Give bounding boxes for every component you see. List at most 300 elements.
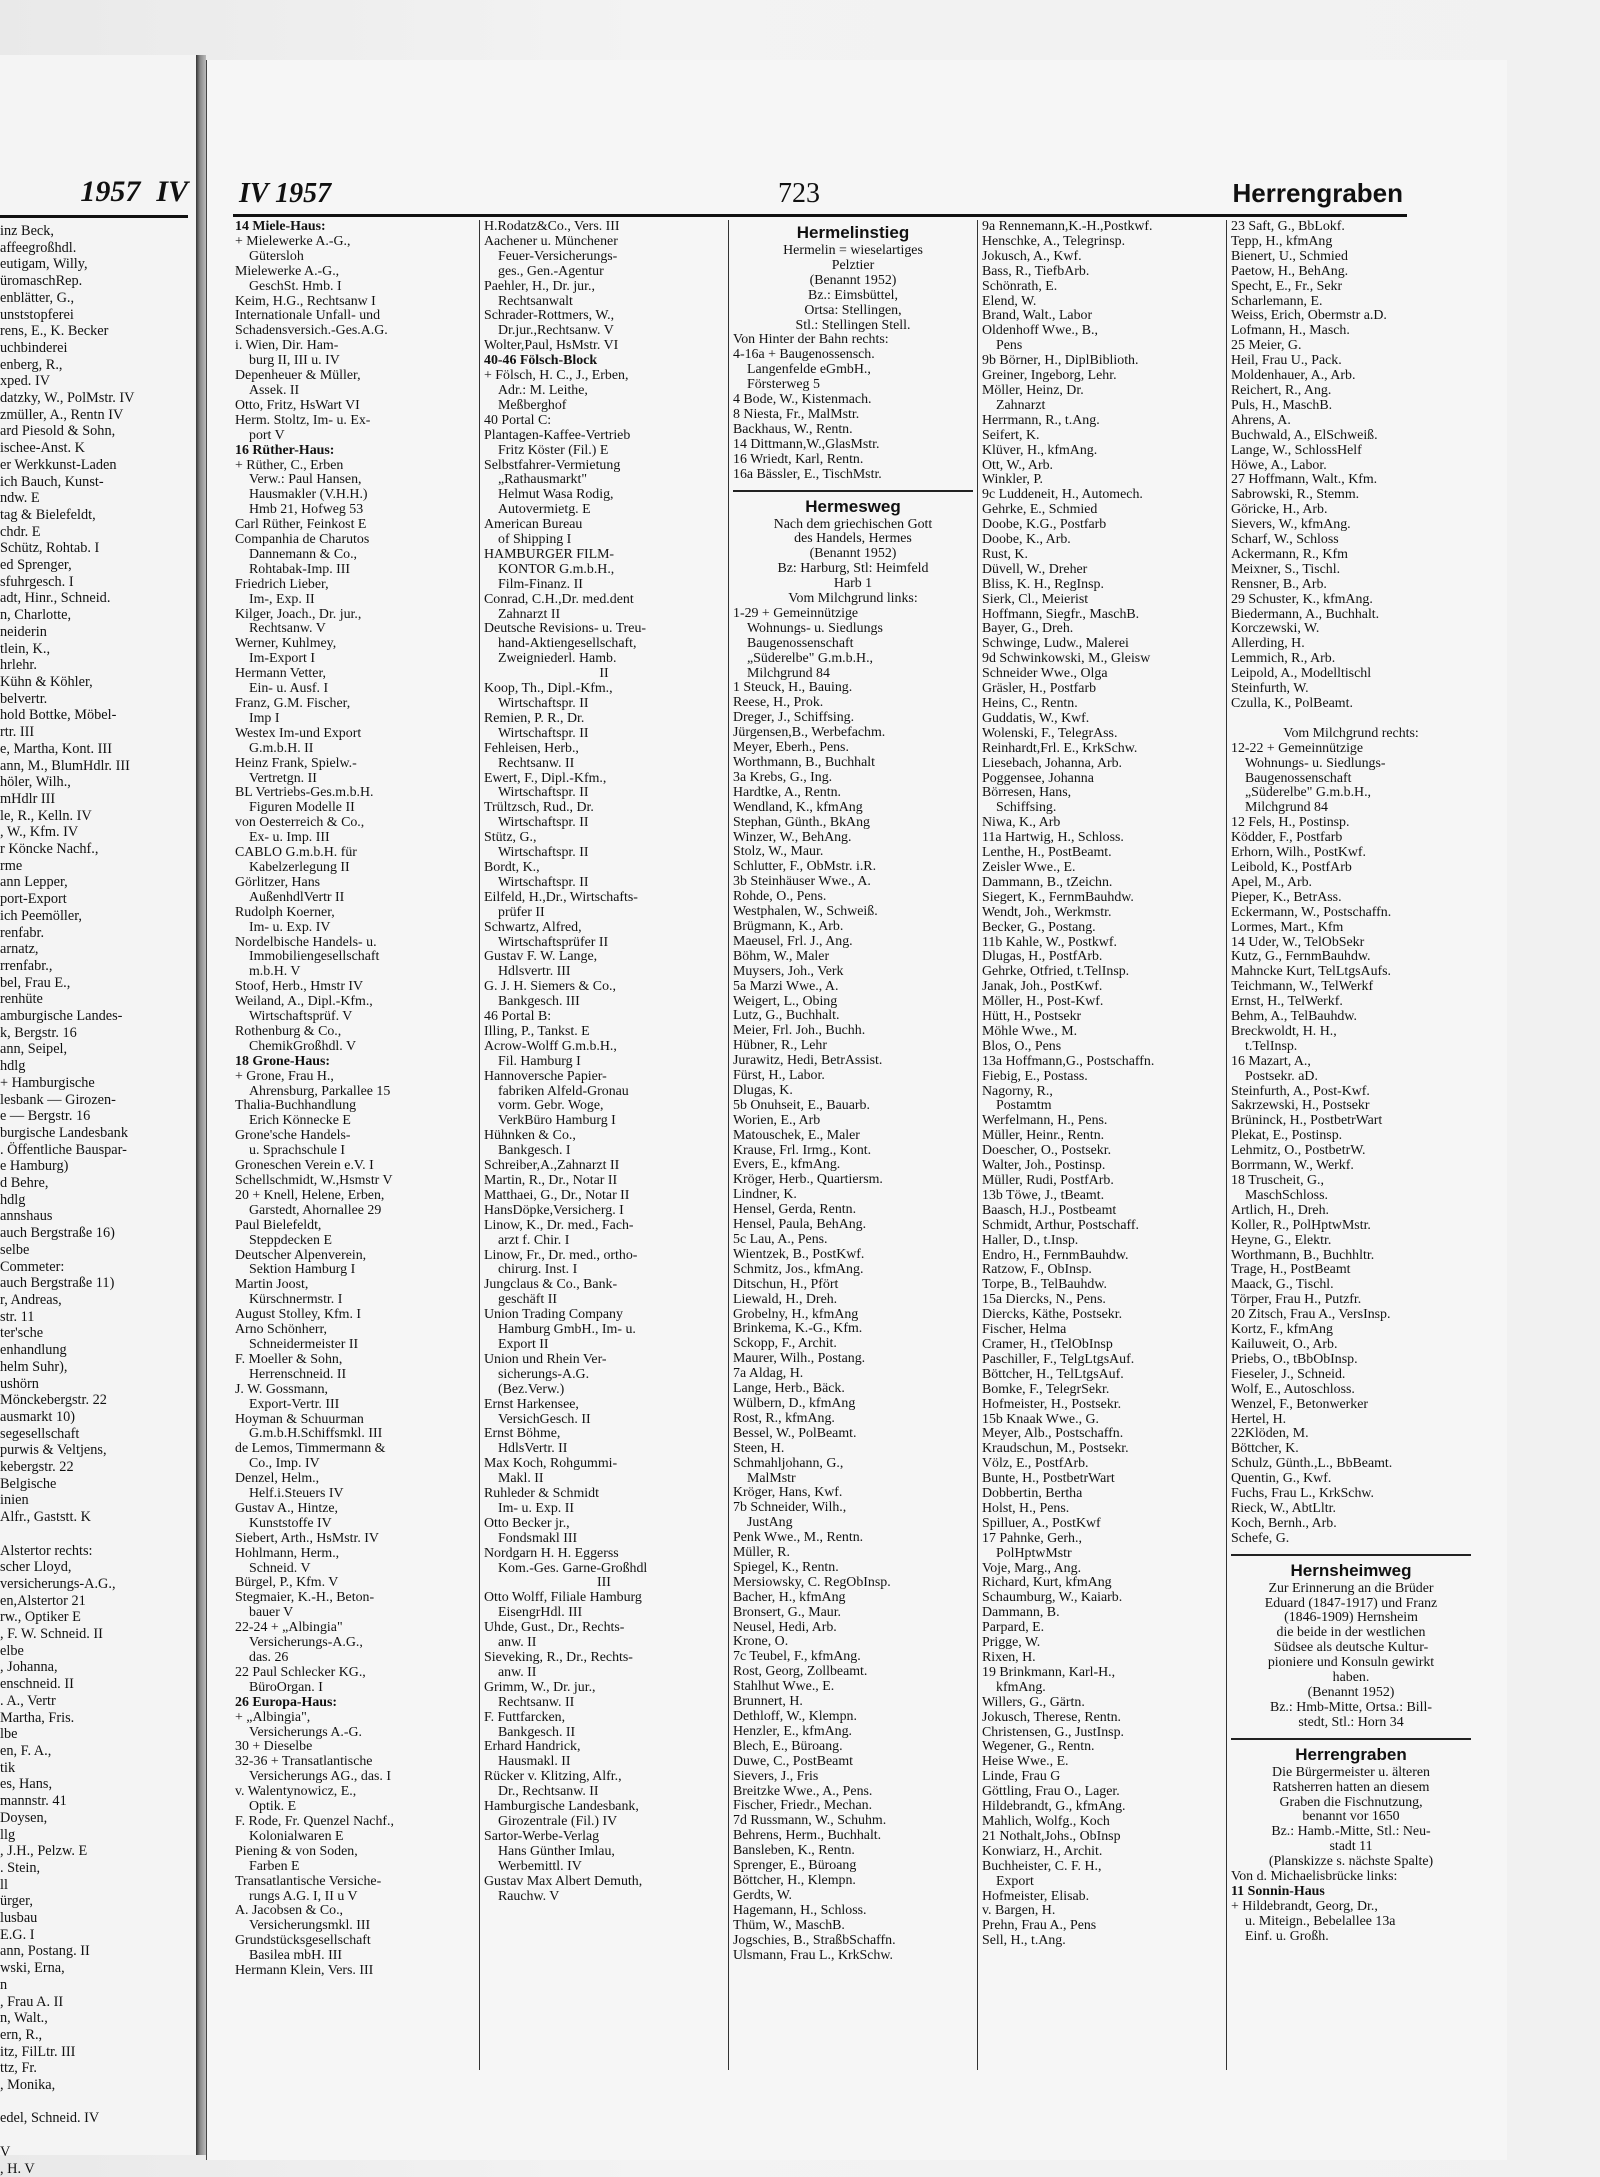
directory-entry: 13b Töwe, J., tBeamt. bbox=[982, 1187, 1105, 1203]
street-heading: Hernsheimweg bbox=[1290, 1560, 1412, 1580]
left-page-line: ard Piesold & Sohn, bbox=[0, 423, 116, 440]
directory-entry: Adr.: M. Leithe, bbox=[498, 382, 588, 398]
directory-entry: Jokusch, A., Kwf. bbox=[982, 248, 1082, 264]
directory-entry: A. Jacobsen & Co., bbox=[235, 1903, 344, 1919]
directory-entry: Lehmitz, O., PostbetrW. bbox=[1231, 1143, 1366, 1159]
directory-entry: Schlutter, F., ObMstr. i.R. bbox=[733, 859, 877, 875]
directory-entry: 20 Zitsch, Frau A., VersInsp. bbox=[1231, 1307, 1391, 1323]
directory-entry: m.b.H. V bbox=[249, 964, 301, 980]
directory-entry: Dr., Rechtsanw. II bbox=[498, 1784, 599, 1800]
directory-entry: Meixner, S., Tischl. bbox=[1231, 561, 1341, 577]
left-page-line: enberg, R., bbox=[0, 356, 63, 373]
directory-entry: Konwiarz, H., Archit. bbox=[982, 1843, 1103, 1859]
directory-entry: Wirtschaftspr. II bbox=[498, 725, 589, 741]
left-page-line: ushörn bbox=[0, 1375, 39, 1392]
directory-entry: 17 Pahnke, Gerh., bbox=[982, 1530, 1082, 1546]
directory-entry: sicherungs-A.G. bbox=[498, 1366, 590, 1382]
directory-entry: Schrader-Rottmers, W., bbox=[484, 308, 615, 324]
directory-entry: Bansleben, K., Rentn. bbox=[733, 1843, 855, 1859]
directory-entry: Linow, Fr., Dr. med., ortho- bbox=[484, 1247, 638, 1263]
directory-entry: Versicherungs-A.G., bbox=[249, 1635, 363, 1651]
directory-entry: die beide in der westlichen bbox=[1276, 1625, 1426, 1641]
directory-entry: Rücker v. Klitzing, Alfr., bbox=[484, 1769, 622, 1785]
directory-entry: Fürst, H., Labor. bbox=[733, 1068, 825, 1084]
directory-entry: 7a Aldag, H. bbox=[733, 1366, 804, 1382]
directory-entry: (Benannt 1952) bbox=[809, 546, 897, 562]
directory-entry: Autovermietg. E bbox=[498, 502, 591, 518]
directory-entry: Klüver, H., kfmAng. bbox=[982, 442, 1098, 458]
directory-entry: EisengrHdl. III bbox=[498, 1605, 583, 1621]
directory-entry: Parpard, E. bbox=[982, 1620, 1045, 1636]
directory-entry: Acrow-Wolff G.m.b.H., bbox=[484, 1038, 617, 1054]
directory-entry: Apel, M., Arb. bbox=[1231, 874, 1313, 890]
left-page-line: enblätter, G., bbox=[0, 289, 75, 306]
left-page-line: hdlg bbox=[0, 1058, 26, 1075]
directory-entry: Ratzow, F., ObInsp. bbox=[982, 1262, 1092, 1278]
directory-entry: Jogschies, B., StraßbSchaffn. bbox=[733, 1932, 896, 1948]
directory-entry: 3b Steinhäuser Wwe., A. bbox=[733, 874, 871, 890]
directory-entry: Rechtsanw. II bbox=[498, 755, 575, 771]
directory-entry: Kortz, F., kfmAng bbox=[1231, 1322, 1333, 1338]
directory-entry: Nordelbische Handels- u. bbox=[235, 934, 377, 950]
building-heading: 26 Europa-Haus: bbox=[235, 1694, 338, 1710]
left-page-line: mHdlr III bbox=[0, 790, 56, 807]
directory-entry: 20 + Knell, Helene, Erben, bbox=[235, 1187, 385, 1203]
directory-entry: 16 Wriedt, Karl, Rentn. bbox=[733, 451, 864, 467]
directory-entry: Martin Joost, bbox=[235, 1277, 309, 1293]
directory-entry: Conrad, C.H.,Dr. med.dent bbox=[484, 591, 634, 607]
directory-entry: (Benannt 1952) bbox=[809, 272, 897, 288]
directory-entry: Fieseler, J., Schneid. bbox=[1231, 1366, 1346, 1382]
directory-entry: Niwa, K., Arb bbox=[982, 815, 1061, 831]
directory-entry: Export II bbox=[498, 1336, 549, 1352]
directory-entry: Reese, H., Prok. bbox=[733, 695, 824, 711]
directory-entry: Bankgesch. III bbox=[498, 994, 580, 1010]
directory-entry: Steinfurth, A., Post-Kwf. bbox=[1231, 1083, 1370, 1099]
left-page-line: enschneid. II bbox=[0, 1676, 74, 1693]
directory-entry: Helf.i.Steuers IV bbox=[249, 1486, 344, 1502]
directory-entry: Hildebrandt, G., kfmAng. bbox=[982, 1799, 1126, 1815]
directory-entry: 7c Teubel, F., kfmAng. bbox=[733, 1649, 861, 1665]
directory-entry: Eilfeld, H.,Dr., Wirtschafts- bbox=[484, 889, 638, 905]
left-page-line: e, Martha, Kont. III bbox=[0, 740, 112, 757]
directory-entry bbox=[1231, 712, 1471, 727]
directory-entry: Ernst Böhme, bbox=[484, 1426, 561, 1442]
left-page-line: r, Andreas, bbox=[0, 1292, 62, 1308]
directory-entry: Spilluer, A., PostKwf bbox=[982, 1515, 1101, 1531]
directory-entry: Hdlsvertr. III bbox=[498, 964, 571, 980]
directory-entry: G.m.b.H. II bbox=[249, 740, 314, 756]
directory-entry: of Shipping I bbox=[498, 532, 572, 548]
left-page-line: elbe bbox=[0, 1642, 24, 1659]
directory-entry: 9c Luddeneit, H., Automech. bbox=[982, 487, 1143, 503]
directory-entry: Rohde, O., Pens. bbox=[733, 889, 827, 905]
directory-entry: Bomke, F., TelegrSekr. bbox=[982, 1381, 1110, 1397]
left-page-line: mannstr. 41 bbox=[0, 1793, 67, 1810]
directory-entry: Janak, Joh., PostKwf. bbox=[982, 979, 1103, 995]
left-page-line: rtr. III bbox=[0, 724, 35, 741]
left-page-line: ischee-Anst. K bbox=[0, 440, 85, 457]
left-page-line: llg bbox=[0, 1826, 16, 1843]
directory-entry: Jurawitz, Hedi, BetrAssist. bbox=[733, 1053, 883, 1069]
directory-entry: Teichmann, W., TelWerkf bbox=[1231, 979, 1374, 995]
directory-entry: Sartor-Werbe-Verlag bbox=[484, 1828, 600, 1844]
directory-entry: Schmahljohann, G., bbox=[733, 1455, 844, 1471]
directory-entry: Immobiliengesellschaft bbox=[249, 949, 380, 965]
directory-entry: Bz.: Hmb-Mitte, Ortsa.: Bill- bbox=[1269, 1699, 1433, 1715]
left-page-line: bel, Frau E., bbox=[0, 974, 71, 991]
left-page-line: ll bbox=[0, 1876, 8, 1893]
directory-entry: rungs A.G. I, II u V bbox=[249, 1888, 358, 1904]
directory-entry: Rechtsanwalt bbox=[498, 293, 573, 309]
directory-entry: Jürgensen,B., Werbefachm. bbox=[733, 725, 886, 741]
directory-entry: Schulz, Günth.,L., BbBeamt. bbox=[1231, 1456, 1393, 1472]
directory-entry: Fondsmakl III bbox=[498, 1530, 578, 1546]
directory-entry: Fiebig, E., Postass. bbox=[982, 1068, 1088, 1084]
directory-entry: Börresen, Hans, bbox=[982, 785, 1072, 801]
directory-entry: Leipold, A., Modelltischl bbox=[1231, 666, 1372, 682]
directory-entry: 27 Hoffmann, Walt., Kfm. bbox=[1231, 472, 1378, 488]
directory-entry: „Rathausmarkt" bbox=[498, 472, 587, 488]
directory-entry: Hagemann, H., Schloss. bbox=[733, 1902, 867, 1918]
directory-entry: Sell, H., t.Ang. bbox=[982, 1933, 1066, 1949]
directory-entry: + Grone, Frau H., bbox=[235, 1068, 334, 1084]
directory-entry: Dr.jur.,Rechtsanw. V bbox=[498, 323, 614, 339]
directory-entry: Selbstfahrer-Vermietung bbox=[484, 457, 621, 473]
building-heading: 40-46 Fölsch-Block bbox=[484, 353, 598, 369]
directory-entry: Hamburg GmbH., Im- u. bbox=[498, 1322, 636, 1338]
directory-entry: Zahnarzt bbox=[996, 397, 1046, 413]
directory-entry: Leibold, K., PostfArb bbox=[1231, 859, 1352, 875]
directory-entry: Hertel, H. bbox=[1231, 1411, 1287, 1427]
directory-entry: Zeisler Wwe., E. bbox=[982, 859, 1076, 875]
directory-entry: Trage, H., PostBeamt bbox=[1231, 1262, 1351, 1278]
directory-entry: Optik. E bbox=[249, 1799, 297, 1815]
directory-entry: Union Trading Company bbox=[484, 1307, 623, 1323]
directory-entry: 3a Krebs, G., Ing. bbox=[733, 769, 833, 785]
directory-entry: Figuren Modelle II bbox=[249, 800, 355, 816]
left-page-line: e — Bergstr. 16 bbox=[0, 1108, 91, 1125]
directory-entry: Kolonialwaren E bbox=[249, 1828, 344, 1844]
directory-entry: Gustav A., Hintze, bbox=[235, 1500, 339, 1516]
directory-entry: Priebs, O., tBbObInsp. bbox=[1231, 1351, 1358, 1367]
directory-entry: Depenheuer & Müller, bbox=[235, 368, 361, 384]
directory-entry: Tepp, H., kfmAng bbox=[1231, 233, 1333, 249]
page-header bbox=[233, 172, 1407, 217]
directory-entry: Blos, O., Pens bbox=[982, 1038, 1062, 1054]
directory-entry: 29 Schuster, K., kfmAng. bbox=[1231, 591, 1373, 607]
directory-entry: v. Bargen, H. bbox=[982, 1903, 1056, 1919]
directory-entry: Hübner, R., Lehr bbox=[733, 1038, 827, 1054]
directory-entry: Möller, H., Post-Kwf. bbox=[982, 994, 1104, 1010]
left-page-line: wski, Erna, bbox=[0, 1960, 65, 1977]
directory-entry: F. Futtfarcken, bbox=[484, 1709, 566, 1725]
directory-entry: Versicherungs A.-G. bbox=[249, 1724, 363, 1740]
directory-entry: Mielewerke A.-G., bbox=[235, 263, 340, 279]
directory-entry: das. 26 bbox=[249, 1650, 289, 1665]
directory-entry: Piening & von Soden, bbox=[235, 1843, 358, 1859]
directory-entry: Dethloff, W., Klempn. bbox=[733, 1709, 857, 1724]
directory-entry: Makl. II bbox=[498, 1471, 544, 1487]
directory-entry: 22Klöden, M. bbox=[1231, 1426, 1309, 1442]
directory-entry: Bienert, U., Schmied bbox=[1231, 248, 1348, 264]
directory-entry: Girozentrale (Fil.) IV bbox=[498, 1813, 618, 1829]
left-page-line: k, Bergstr. 16 bbox=[0, 1024, 77, 1041]
directory-entry: Im- u. Exp. IV bbox=[249, 919, 331, 935]
left-page-line: , H. V bbox=[0, 2160, 35, 2177]
left-page-line: inz Beck, bbox=[0, 223, 54, 239]
directory-entry: + Hildebrandt, Georg, Dr., bbox=[1231, 1898, 1378, 1914]
directory-entry: Keim, H.G., Rechtsanw I bbox=[235, 293, 376, 309]
directory-entry: Heise Wwe., E. bbox=[982, 1754, 1069, 1770]
directory-entry: anw. II bbox=[498, 1664, 537, 1680]
directory-entry: Union und Rhein Ver- bbox=[484, 1351, 607, 1367]
directory-entry: F. Moeller & Sohn, bbox=[235, 1351, 343, 1367]
directory-entry: Sievers, W., kfmAng. bbox=[1231, 517, 1351, 533]
directory-entry: (Bez.Verw.) bbox=[498, 1381, 565, 1397]
directory-entry: Breitzke Wwe., A., Pens. bbox=[733, 1783, 873, 1799]
directory-entry: Voje, Marg., Ang. bbox=[982, 1560, 1082, 1576]
left-page-line: unststopferei bbox=[0, 306, 74, 323]
directory-entry: Schneid. V bbox=[249, 1560, 311, 1576]
left-page-line: ndw. E bbox=[0, 490, 40, 507]
directory-entry: Liewald, H., Dreh. bbox=[733, 1291, 838, 1307]
left-page-line: ern, R., bbox=[0, 2026, 43, 2043]
directory-entry: Czulla, K., PolBeamt. bbox=[1231, 696, 1353, 711]
directory-entry: Lange, W., SchlossHelf bbox=[1231, 442, 1362, 458]
directory-entry: Henschke, A., Telegrinsp. bbox=[982, 233, 1126, 249]
directory-entry: Nagorny, R., bbox=[982, 1083, 1053, 1099]
directory-entry: Worien, E., Arb bbox=[733, 1112, 821, 1128]
directory-entry: Hermelin = wieselartiges bbox=[783, 243, 923, 258]
text-column-5 bbox=[1231, 220, 1471, 2070]
left-page-line: selbe bbox=[0, 1241, 30, 1258]
directory-entry: Matouschek, E., Maler bbox=[733, 1127, 860, 1143]
left-page-line: versicherungs-A.G., bbox=[0, 1575, 116, 1592]
directory-entry: Maeusel, Frl. J., Ang. bbox=[733, 933, 853, 949]
directory-entry: Wirtschaftsprüf. V bbox=[249, 1009, 353, 1025]
left-page-line: lbe bbox=[0, 1726, 18, 1743]
directory-entry: Doobe, K., Arb. bbox=[982, 532, 1071, 548]
directory-entry: Schmidt, Arthur, Postschaff. bbox=[982, 1217, 1139, 1233]
directory-entry: 46 Portal B: bbox=[484, 1009, 552, 1025]
left-page-line: es, Hans, bbox=[0, 1776, 53, 1793]
directory-entry: ges., Gen.-Agentur bbox=[498, 263, 604, 279]
directory-entry: Gustav F. W. Lange, bbox=[484, 949, 598, 965]
directory-entry: HAMBURGER FILM- bbox=[484, 546, 615, 562]
directory-entry: Maack, G., Tischl. bbox=[1231, 1277, 1334, 1293]
left-page-line: neiderin bbox=[0, 623, 47, 640]
directory-entry: Bliss, K. H., RegInsp. bbox=[982, 576, 1104, 592]
directory-entry: Remien, P. R., Dr. bbox=[484, 710, 585, 726]
directory-entry: II bbox=[599, 666, 609, 682]
directory-entry: Winzer, W., BehAng. bbox=[733, 829, 852, 845]
directory-entry: HdlsVertr. II bbox=[498, 1441, 568, 1457]
page-number: 723 bbox=[778, 178, 820, 209]
left-page-line: Doysen, bbox=[0, 1809, 48, 1826]
directory-entry: Wendland, K., kfmAng bbox=[733, 799, 863, 815]
directory-entry: Stoof, Herb., Hmstr IV bbox=[235, 979, 364, 995]
directory-entry: Möller, Heinz, Dr. bbox=[982, 382, 1084, 398]
directory-entry: Cramer, H., tTelObInsp bbox=[982, 1336, 1113, 1352]
directory-entry: Rohtabak-Imp. III bbox=[249, 561, 351, 577]
left-page-line: rrenfabr., bbox=[0, 957, 53, 974]
directory-entry: Ahrens, A. bbox=[1231, 412, 1291, 428]
directory-entry: 5b Onuhseit, E., Bauarb. bbox=[733, 1097, 870, 1113]
directory-entry: Schneidermeister II bbox=[249, 1336, 359, 1352]
directory-entry: Hermann Klein, Vers. III bbox=[235, 1963, 374, 1979]
left-page-line: le, R., Kelln. IV bbox=[0, 807, 92, 824]
directory-entry: Göricke, H., Arb. bbox=[1231, 502, 1328, 518]
directory-entry: burg II, III u. IV bbox=[249, 353, 340, 369]
directory-entry: Steen, H. bbox=[733, 1440, 785, 1456]
left-page-line: hold Bottke, Möbel- bbox=[0, 707, 117, 724]
directory-entry: Reichert, R., Ang. bbox=[1231, 382, 1332, 398]
directory-entry: Siebert, Arth., HsMstr. IV bbox=[235, 1530, 379, 1546]
left-page-line: er Werkkunst-Laden bbox=[0, 456, 117, 473]
directory-entry: Schmitz, Jos., kfmAng. bbox=[733, 1261, 864, 1277]
directory-entry: Scharlemann, E. bbox=[1231, 293, 1323, 309]
left-page-roman: IV bbox=[156, 175, 188, 208]
left-page-line: n bbox=[0, 1976, 8, 1993]
directory-entry: Fischer, Friedr., Mechan. bbox=[733, 1798, 873, 1814]
left-page-line: helm Suhr), bbox=[0, 1358, 68, 1375]
directory-entry: stedt, Stl.: Horn 34 bbox=[1298, 1714, 1404, 1730]
directory-entry: Schefe, G. bbox=[1231, 1530, 1290, 1546]
left-page-line: ürger, bbox=[0, 1893, 33, 1910]
left-page-line: uchbinderei bbox=[0, 339, 68, 356]
directory-entry: Wirtschaftspr. II bbox=[498, 845, 589, 861]
left-page-line: . A., Vertr bbox=[0, 1692, 56, 1709]
directory-entry: Wolenski, F., TelegrAss. bbox=[982, 725, 1118, 741]
directory-entry: Milchgrund 84 bbox=[747, 665, 830, 681]
left-page-line: segesellschaft bbox=[0, 1425, 80, 1442]
left-page-line: ttz, Fr. bbox=[0, 2060, 37, 2077]
directory-entry: Möhle Wwe., M. bbox=[982, 1023, 1078, 1039]
directory-entry: Sierk, Cl., Meierist bbox=[982, 591, 1089, 607]
directory-entry: 40 Portal C: bbox=[484, 412, 552, 428]
directory-entry: Heins, C., Rentn. bbox=[982, 696, 1078, 711]
directory-entry: 13a Hoffmann,G., Postschaffn. bbox=[982, 1053, 1155, 1069]
directory-entry: Borrmann, W., Werkf. bbox=[1231, 1158, 1354, 1174]
book-gutter bbox=[196, 55, 206, 2155]
directory-entry: Dammann, B., tZeichn. bbox=[982, 874, 1113, 890]
left-page-line: Martha, Fris. bbox=[0, 1709, 75, 1726]
left-page-line: , W., Kfm. IV bbox=[0, 824, 79, 841]
directory-entry: CABLO G.m.b.H. für bbox=[235, 845, 357, 861]
directory-entry: Buchwald, A., ElSchweiß. bbox=[1231, 427, 1378, 443]
directory-entry: Artlich, H., Dreh. bbox=[1231, 1202, 1329, 1218]
directory-entry: Zahnarzt II bbox=[498, 606, 561, 622]
directory-entry: Versicherungsmkl. III bbox=[249, 1918, 371, 1934]
directory-entry: 16 Mazart, A., bbox=[1231, 1053, 1311, 1069]
left-page-line bbox=[0, 1526, 188, 1543]
left-page-line: , Monika, bbox=[0, 2077, 56, 2094]
directory-entry: Krone, O. bbox=[733, 1634, 789, 1650]
directory-entry: Fil. Hamburg I bbox=[498, 1053, 581, 1069]
left-page-line: V bbox=[0, 2143, 11, 2160]
building-heading: 16 Rüther-Haus: bbox=[235, 442, 335, 458]
directory-entry: Rust, K. bbox=[982, 546, 1028, 562]
directory-entry: Feuer-Versicherungs- bbox=[498, 248, 618, 264]
directory-entry: Seifert, K. bbox=[982, 427, 1040, 443]
directory-entry: 12 Fels, H., Postinsp. bbox=[1231, 815, 1350, 831]
directory-entry: vorm. Gebr. Woge, bbox=[498, 1098, 604, 1114]
directory-entry: Groneschen Verein e.V. I bbox=[235, 1158, 374, 1174]
directory-entry: 15a Diercks, N., Pens. bbox=[982, 1292, 1106, 1308]
directory-entry: Hausmakl. II bbox=[498, 1754, 571, 1770]
directory-entry: Doescher, O., Postsekr. bbox=[982, 1143, 1112, 1159]
directory-entry: Bankgesch. II bbox=[498, 1724, 576, 1740]
directory-entry: Gehrke, Otfried, t.TelInsp. bbox=[982, 964, 1130, 980]
left-page-line: ich Bauch, Kunst- bbox=[0, 473, 104, 490]
directory-entry: Buchheister, C. F. H., bbox=[982, 1858, 1102, 1874]
left-page-line: Mönckebergstr. 22 bbox=[0, 1392, 107, 1409]
directory-entry: Wientzek, B., PostKwf. bbox=[733, 1246, 865, 1262]
directory-entry: MalMstr bbox=[747, 1470, 796, 1486]
directory-entry: Guddatis, W., Kwf. bbox=[982, 710, 1090, 726]
text-column-3 bbox=[733, 220, 973, 2070]
directory-entry: Rudolph Koerner, bbox=[235, 904, 335, 920]
directory-entry: Torpe, B., TelBauhdw. bbox=[982, 1277, 1107, 1293]
directory-entry: Fritz Köster (Fil.) E bbox=[498, 442, 609, 458]
directory-entry: Werbemittl. IV bbox=[498, 1858, 582, 1874]
directory-entry: Hannoversche Papier- bbox=[484, 1068, 607, 1084]
directory-entry: Langenfelde eGmbH., bbox=[747, 362, 871, 378]
directory-entry: Liesebach, Johanna, Arb. bbox=[982, 755, 1123, 771]
directory-entry: 16a Bässler, E., TischMstr. bbox=[733, 466, 882, 482]
directory-entry: 23 Saft, G., BbLokf. bbox=[1231, 219, 1345, 234]
directory-entry: Duwe, C., PostBeamt bbox=[733, 1753, 853, 1769]
directory-entry: Gütersloh bbox=[249, 248, 304, 264]
left-page-line: purwis & Veltjens, bbox=[0, 1442, 107, 1459]
directory-entry: Rieck, W., AbtLltr. bbox=[1231, 1500, 1336, 1516]
column-divider bbox=[479, 220, 480, 2070]
directory-entry: Plantagen-Kaffee-Vertrieb bbox=[484, 427, 631, 443]
directory-entry: 7d Russmann, W., Schuhm. bbox=[733, 1813, 887, 1829]
directory-entry: Internationale Unfall- und bbox=[235, 308, 381, 324]
street-heading: Hermelinstieg bbox=[796, 223, 910, 242]
directory-entry: Nordgarn H. H. Eggerss bbox=[484, 1545, 619, 1561]
directory-entry: Steinfurth, W. bbox=[1231, 681, 1309, 697]
directory-entry: Otto Becker jr., bbox=[484, 1515, 570, 1531]
directory-entry: 14 Uder, W., TelObSekr bbox=[1231, 934, 1365, 950]
directory-entry: Fehleisen, Herb., bbox=[484, 740, 579, 756]
directory-entry: Gräsler, H., Postfarb bbox=[982, 681, 1097, 697]
directory-entry: Bz.: Hamb.-Mitte, Stl.: Neu- bbox=[1271, 1824, 1431, 1840]
directory-entry: Dlugas, K. bbox=[733, 1082, 793, 1098]
directory-entry: Lange, Herb., Bäck. bbox=[733, 1381, 845, 1397]
directory-entry: 9b Börner, H., DiplBiblioth. bbox=[982, 353, 1139, 369]
directory-entry: Hmb 21, Hofweg 53 bbox=[249, 502, 364, 518]
directory-entry: + Mielewerke A.-G., bbox=[235, 233, 351, 249]
directory-entry: stadt 11 bbox=[1329, 1839, 1373, 1855]
directory-entry: Verw.: Paul Hansen, bbox=[249, 472, 362, 488]
directory-entry: Stolz, W., Maur. bbox=[733, 844, 824, 860]
directory-entry: Vom Milchgrund rechts: bbox=[1283, 725, 1419, 741]
directory-entry: Wegener, G., Rentn. bbox=[982, 1739, 1095, 1755]
directory-entry: 8 Niesta, Fr., MalMstr. bbox=[733, 406, 860, 422]
left-page-line: adt, Hinr., Schneid. bbox=[0, 590, 111, 607]
directory-entry: Herrenschneid. II bbox=[249, 1366, 347, 1382]
directory-entry: Werner, Kuhlmey, bbox=[235, 636, 337, 652]
left-page-header bbox=[0, 175, 188, 218]
left-page-line: ann, Postang. II bbox=[0, 1943, 90, 1960]
building-heading: 11 Sonnin-Haus bbox=[1231, 1883, 1325, 1899]
directory-entry: Herrmann, R., t.Ang. bbox=[982, 412, 1100, 428]
left-page-line: n, Charlotte, bbox=[0, 607, 72, 624]
left-page-line: belvertr. bbox=[0, 690, 48, 707]
